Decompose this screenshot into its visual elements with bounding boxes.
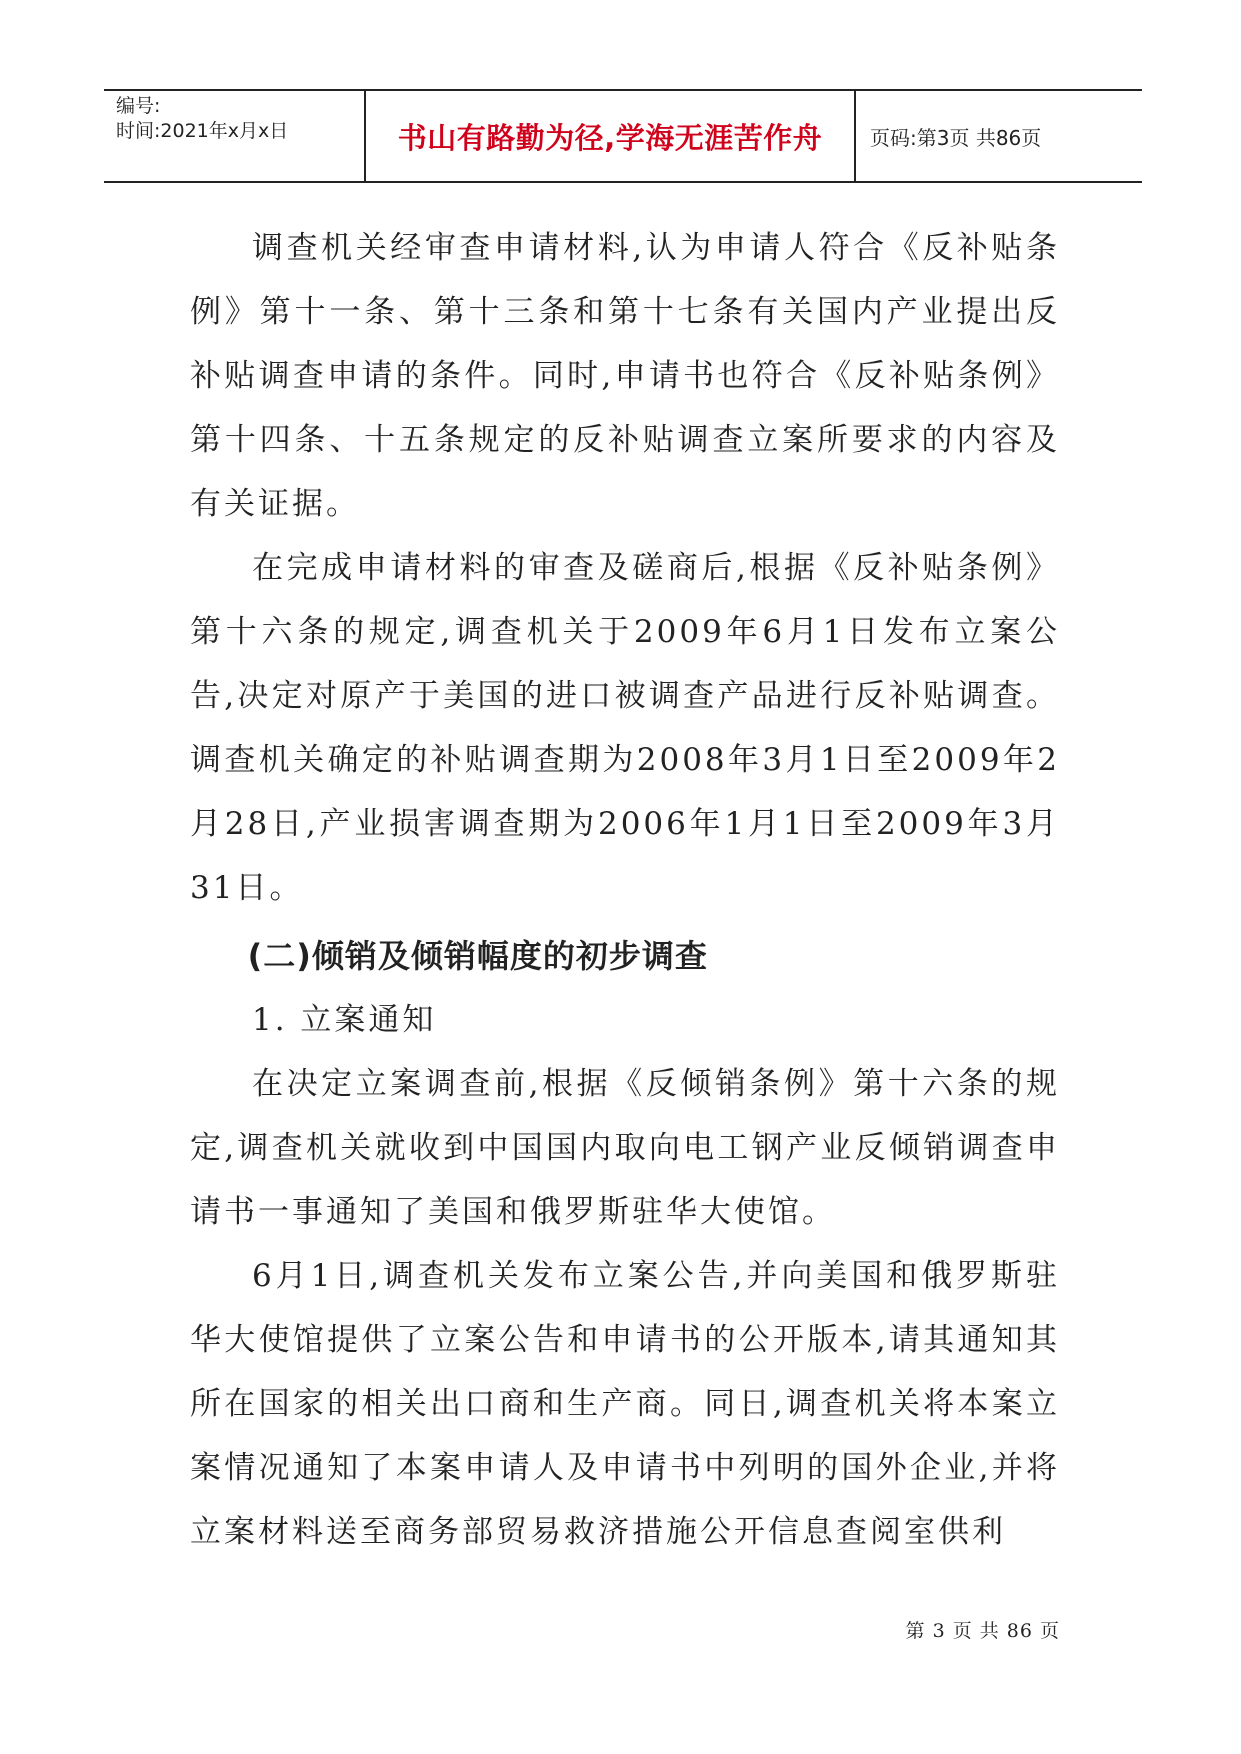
subsection-title: 1. 立案通知 <box>252 1002 437 1038</box>
header-motto: 书山有路勤为径,学海无涯苦作舟 <box>366 91 856 181</box>
page-header <box>104 89 1142 183</box>
header-meta <box>104 91 366 181</box>
paragraph: 在决定立案调查前,根据《反倾销条例》第十六条的规定,调查机关就收到中国国内取向电工钢产业反倾销调查申请书一事通知了美国和俄罗斯驻华大使馆。 <box>190 1066 1060 1230</box>
paragraph: 在完成申请材料的审查及磋商后,根据《反补贴条例》第十六条的规定,调查机关于2009年6月1日发布立案公告,决定对原产于美国的进口被调查产品进行反补贴调查。调查机关确定的补贴调查期为2008年3月1日至2009年2月28日,产业损害调查期为2006年1月1日至2009年3月31日。 <box>190 550 1060 906</box>
number-label: 编号: <box>116 95 161 117</box>
page-footer: 第 3 页 共 86 页 <box>905 1620 1060 1642</box>
paragraph: 6月1日,调查机关发布立案公告,并向美国和俄罗斯驻华大使馆提供了立案公告和申请书的公开版本,请其通知其所在国家的相关出口商和生产商。同日,调查机关将本案立案情况通知了本案申请人及申请书中列明的国外企业,并将立案材料送至商务部贸易救济措施公开信息查阅室供利 <box>190 1258 1060 1550</box>
section-heading: (二)倾销及倾销幅度的初步调查 <box>247 937 708 975</box>
time-label: 时间:2021年x月x日 <box>116 119 289 142</box>
paragraph: 调查机关经审查申请材料,认为申请人符合《反补贴条例》第十一条、第十三条和第十七条有关国内产业提出反补贴调查申请的条件。同时,申请书也符合《反补贴条例》第十四条、十五条规定的反补贴调查立案所要求的内容及有关证据。 <box>190 230 1060 522</box>
document-body <box>190 216 1060 1564</box>
header-page-info: 页码:第3页 共86页 <box>870 125 1042 150</box>
